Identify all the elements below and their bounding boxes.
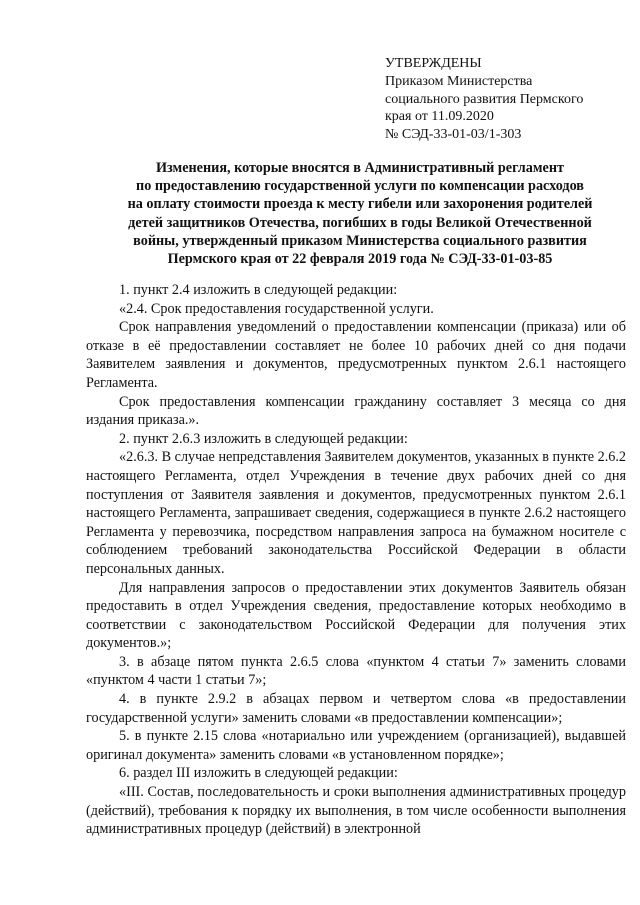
paragraph: «III. Состав, последовательность и сроки выполнения административных процедур (действий), требования к порядку их выполнения, в том числе особенности выполнения административных процедур (действий) в электронной [86,784,626,838]
paragraph: 2. пункт 2.6.3 изложить в следующей редакции: [119,430,408,447]
approval-line: Приказом Министерства [385,73,533,89]
paragraph: «2.6.3. В случае непредставления Заявителем документов, указанных в пункте 2.6.2 настоящего Регламента, отдел Учреждения в течение двух рабочих дней со дня поступления от Заявителя заявления и документов, предусмотренных пунктом 2.6.1 настоящего Регламента, запрашивает сведения, содержащиеся в пункте 2.6.2 настоящего Регламента у перевозчика, посредством направления запроса на бумажном носителе с соблюдением требований законодательства Российской Федерации в области персональных данных. [86,449,626,577]
title-line: детей защитников Отечества, погибших в годы Великой Отечественной [128,214,592,231]
title-line: войны, утвержденный приказом Министерства социального развития [133,232,587,249]
paragraph: 3. в абзаце пятом пункта 2.6.5 слова «пунктом 4 статьи 7» заменить словами «пунктом 4 части 1 статьи 7»; [86,653,626,689]
title-line: на оплату стоимости проезда к месту гибели или захоронения родителей [127,196,593,213]
approval-line: № СЭД-33-01-03/1-303 [385,127,522,143]
approval-line: края от 11.09.2020 [385,109,494,125]
paragraph: Для направления запросов о предоставлении этих документов Заявитель обязан предоставить в отдел Учреждения сведения, предоставление которых необходимо в соответствии с законодательством Российской Федерации для получения этих документов.»; [86,579,626,652]
paragraph: 4. в пункте 2.9.2 в абзацах первом и четвертом слова «в предоставлении государственной услуги» заменить словами «в предоставлении компенсации»; [86,691,626,726]
document-body [86,281,626,839]
paragraph: Срок направления уведомлений о предоставлении компенсации (приказа) или об отказе в её предоставлении составляет не более 10 рабочих дней со дня подачи Заявителем заявления и документов, предусмотренных пунктом 2.6.1 настоящего Регламента. [86,319,626,391]
paragraph: 1. пункт 2.4 изложить в следующей редакции: [119,282,398,298]
title-line: Изменения, которые вносятся в Административный регламент [156,160,564,176]
approval-stamp [385,55,625,144]
title-line: Пермского края от 22 февраля 2019 года № СЭД-33-01-03-85 [167,251,553,268]
title-line: по предоставлению государственной услуги по компенсации расходов [136,178,584,195]
paragraph: 5. в пункте 2.15 слова «нотариально или учреждением (организацией), выдавшей оригинал документа» заменить словами «в установленном порядке»; [86,728,626,763]
paragraph: Срок предоставления компенсации гражданину составляет 3 месяца со дня издания приказа.». [86,393,626,429]
paragraph: «2.4. Срок предоставления государственной услуги. [119,300,434,317]
document-title [90,159,630,268]
approval-line: социального развития Пермского [385,91,584,107]
approval-heading: УТВЕРЖДЕНЫ [385,56,482,71]
paragraph: 6. раздел III изложить в следующей редакции: [119,765,398,782]
